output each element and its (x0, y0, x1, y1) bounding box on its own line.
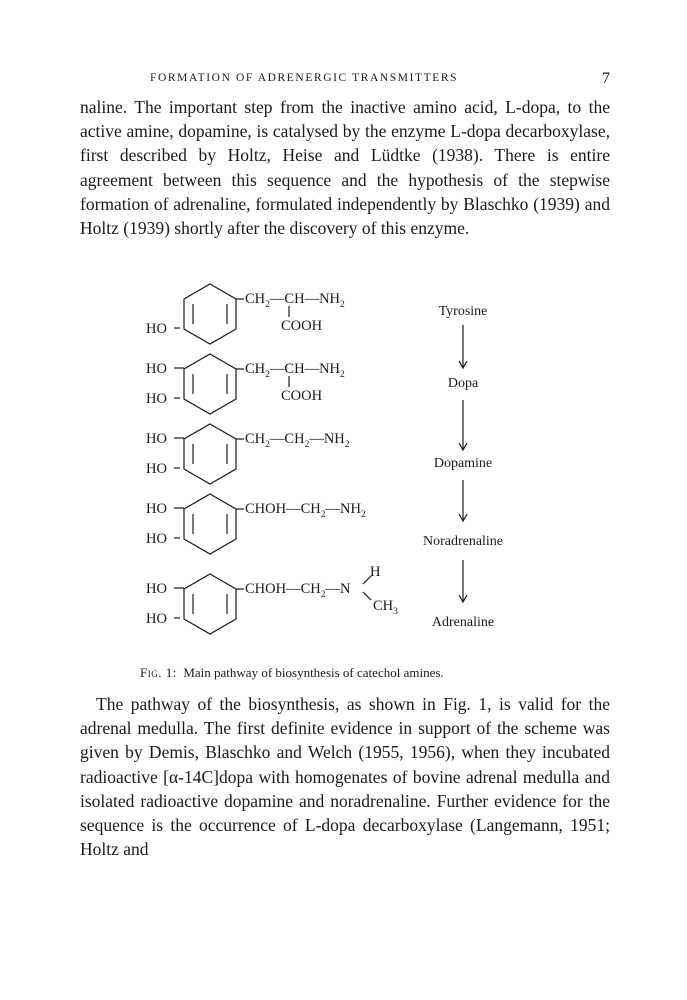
dopa-ch2: CH (245, 361, 266, 377)
dopamine-ho-bottom: HO (146, 461, 167, 477)
dopa-benzene-ring (184, 354, 236, 414)
noradrenaline-nh2: NH (340, 501, 361, 517)
tyrosine-ch: CH (284, 291, 305, 307)
compound-label-noradrenaline: Noradrenaline (422, 534, 504, 549)
noradrenaline-ho-bottom: HO (146, 531, 167, 547)
adrenaline-ch3: CH (373, 598, 394, 614)
svg-text:CH2—CH—NH2: $CH_2—CH—NH_2$ (245, 361, 345, 380)
adrenaline-ho-top: HO (146, 581, 167, 597)
noradrenaline-ho-top: HO (146, 501, 167, 517)
adrenaline-ch2: CH (300, 581, 321, 597)
paragraph-2: The pathway of the biosynthesis, as shown in Fig. 1, is valid for the adrenal medulla. The first definite evidence in support of the scheme was given by Demis, Blaschko and Welch (1955, 1956), when they incubated radioactive [α-14C]dopa with homogenates of bovine adrenal medulla and isolated radioactive dopamine and noradrenaline. Further evidence for the sequence is the occurrence of L-dopa decarboxylase (Langemann, 1951; Holtz and (80, 694, 610, 860)
noradrenaline-ch2: CH (300, 501, 321, 517)
dopa-ho-top: HO (146, 361, 167, 377)
figure-label: Fig. 1: (140, 665, 177, 680)
dopamine-nh2: NH (323, 431, 345, 447)
svg-text:CH2—CH—NH2: $CH_2—CH—NH_2$ (245, 291, 345, 310)
compound-label-adrenaline: Adrenaline (431, 615, 495, 630)
dopa-nh2: NH (319, 361, 341, 377)
dopamine-benzene-ring (184, 424, 236, 484)
tyrosine-structure (146, 284, 345, 344)
tyrosine-ch2-a: CH (245, 291, 266, 307)
biosynthesis-figure (0, 270, 687, 660)
dopa-structure (146, 354, 345, 414)
dopamine-ho-top: HO (146, 431, 167, 447)
dopamine-ch2-b: CH (284, 431, 305, 447)
noradrenaline-structure (146, 494, 366, 554)
tyrosine-ho: HO (146, 321, 167, 337)
tyrosine-benzene-ring (184, 284, 236, 344)
svg-text:CHOH—CH2—NH2: $CHOH—CH_2—NH_2$ (245, 501, 366, 520)
running-title: FORMATION OF ADRENERGIC TRANSMITTERS (150, 72, 459, 84)
figure-caption (140, 665, 444, 681)
tyrosine-cooh: COOH (281, 318, 323, 334)
pathway-diagram (0, 270, 687, 660)
adrenaline-n: N (340, 581, 351, 597)
adrenaline-choh: CHOH (245, 581, 287, 597)
dopamine-ch2-a: CH (245, 431, 266, 447)
adrenaline-benzene-ring (184, 574, 236, 634)
noradrenaline-benzene-ring (184, 494, 236, 554)
noradrenaline-choh: CHOH (245, 501, 287, 517)
dopa-ho-bottom: HO (146, 391, 167, 407)
svg-text:CH3: $CH_3$ (373, 598, 398, 617)
adrenaline-ho-bottom: HO (146, 611, 167, 627)
dopa-cooh: COOH (281, 388, 323, 404)
adrenaline-h: H (370, 564, 381, 580)
dopamine-structure (146, 424, 350, 484)
svg-text:CH2—CH2—NH2: $CH_2—CH_2—NH_2$ (245, 431, 350, 450)
caption-text: Main pathway of biosynthesis of catechol amines. (183, 665, 444, 680)
compound-label-tyrosine: Tyrosine (438, 304, 488, 319)
svg-text:CHOH—CH2—N: $CHOH—CH_2—N$ (245, 581, 351, 600)
compound-label-dopa: Dopa (447, 376, 479, 391)
tyrosine-nh2: NH (319, 291, 341, 307)
adrenaline-structure (146, 564, 398, 634)
paragraph-1: naline. The important step from the inactive amino acid, L-dopa, to the active amine, dopamine, is catalysed by the enzyme L-dopa decarboxylase, first described by Holtz, Heise and Lüdtke (1938). There is entire agreement between this sequence and the hypothesis of the stepwise formation of adrenaline, formulated independently by Blaschko (1939) and Holtz (1939) shortly after the discovery of this enzyme. (80, 97, 610, 239)
running-head (150, 72, 610, 90)
dopa-ch: CH (284, 361, 305, 377)
compound-label-dopamine: Dopamine (433, 456, 493, 471)
page-number: 7 (602, 70, 610, 87)
